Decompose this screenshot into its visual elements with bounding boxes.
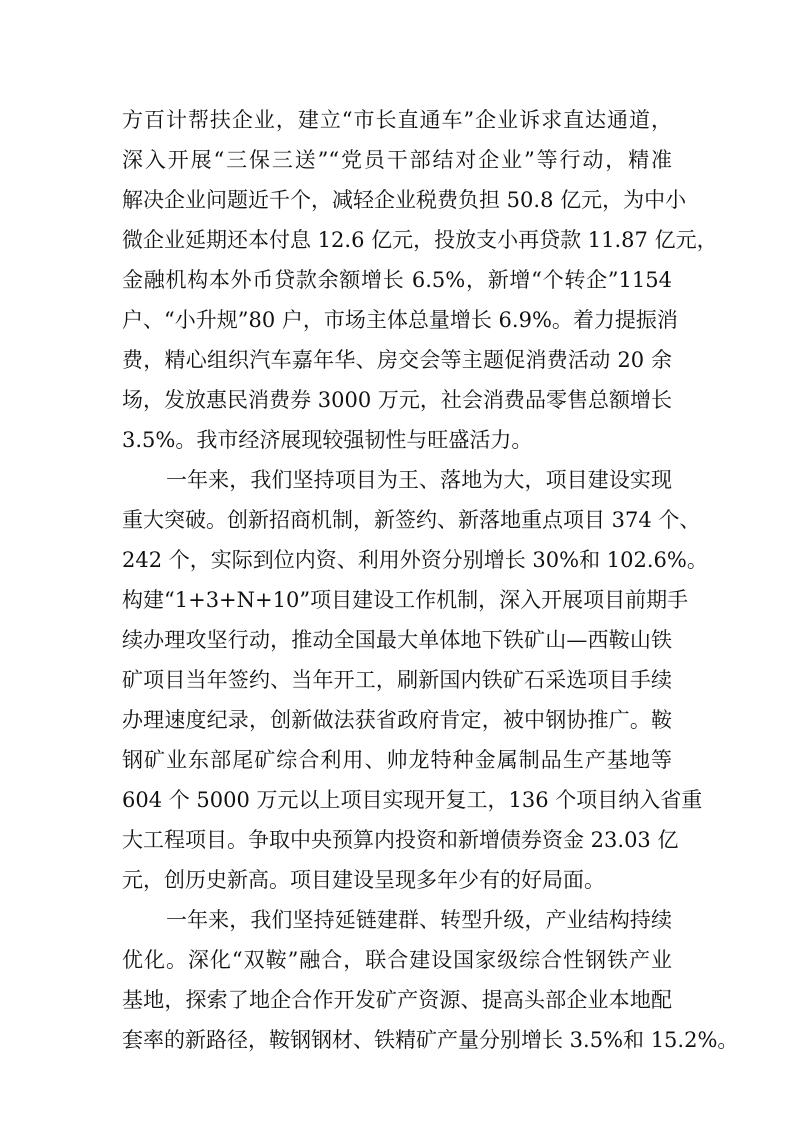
text-line: 钢矿业东部尾矿综合利用、帅龙特种金属制品生产基地等	[122, 748, 672, 772]
text-line: 3.5%。我市经济展现较强韧性与旺盛活力。	[122, 428, 533, 452]
text-line: 金融机构本外币贷款余额增长 6.5%，新增“个转企”1154	[122, 268, 672, 292]
text-line: 深入开展“三保三送”“党员干部结对企业”等行动，精准	[122, 148, 672, 172]
document-page	[122, 100, 739, 1060]
text-line: 方百计帮扶企业，建立“市长直通车”企业诉求直达通道，	[122, 108, 672, 132]
text-line: 微企业延期还本付息 12.6 亿元，投放支小再贷款 11.87 亿元，	[122, 228, 718, 252]
text-line: 续办理攻坚行动，推动全国最大单体地下铁矿山—西鞍山铁	[122, 628, 672, 652]
text-line: 办理速度纪录，创新做法获省政府肯定，被中钢协推广。鞍	[122, 708, 672, 732]
text-line: 一年来，我们坚持项目为王、落地为大，项目建设实现	[166, 468, 672, 492]
text-line: 套率的新路径，鞍钢钢材、铁精矿产量分别增长 3.5%和 15.2%。	[122, 1028, 739, 1052]
text-line: 户、“小升规”80 户，市场主体总量增长 6.9%。着力提振消	[122, 308, 678, 332]
text-line: 构建“1+3+N+10”项目建设工作机制，深入开展项目前期手	[122, 588, 689, 612]
text-line: 优化。深化“双鞍”融合，联合建设国家级综合性钢铁产业	[122, 948, 672, 972]
text-line: 场，发放惠民消费券 3000 万元，社会消费品零售总额增长	[122, 388, 672, 412]
text-line: 矿项目当年签约、当年开工，刷新国内铁矿石采选项目手续	[122, 668, 672, 692]
text-line: 604 个 5000 万元以上项目实现开复工，136 个项目纳入省重	[122, 788, 703, 812]
text-line: 费，精心组织汽车嘉年华、房交会等主题促消费活动 20 余	[122, 348, 672, 372]
text-line: 解决企业问题近千个，减轻企业税费负担 50.8 亿元，为中小	[122, 188, 687, 212]
text-line: 一年来，我们坚持延链建群、转型升级，产业结构持续	[166, 908, 672, 932]
text-line: 大工程项目。争取中央预算内投资和新增债券资金 23.03 亿	[122, 828, 679, 852]
text-line: 重大突破。创新招商机制，新签约、新落地重点项目 374 个、	[122, 508, 701, 532]
text-line: 基地，探索了地企合作开发矿产资源、提高头部企业本地配	[122, 988, 672, 1012]
text-line: 242 个，实际到位内资、利用外资分别增长 30%和 102.6%。	[122, 548, 708, 572]
text-line: 元，创历史新高。项目建设呈现多年少有的好局面。	[122, 868, 605, 892]
